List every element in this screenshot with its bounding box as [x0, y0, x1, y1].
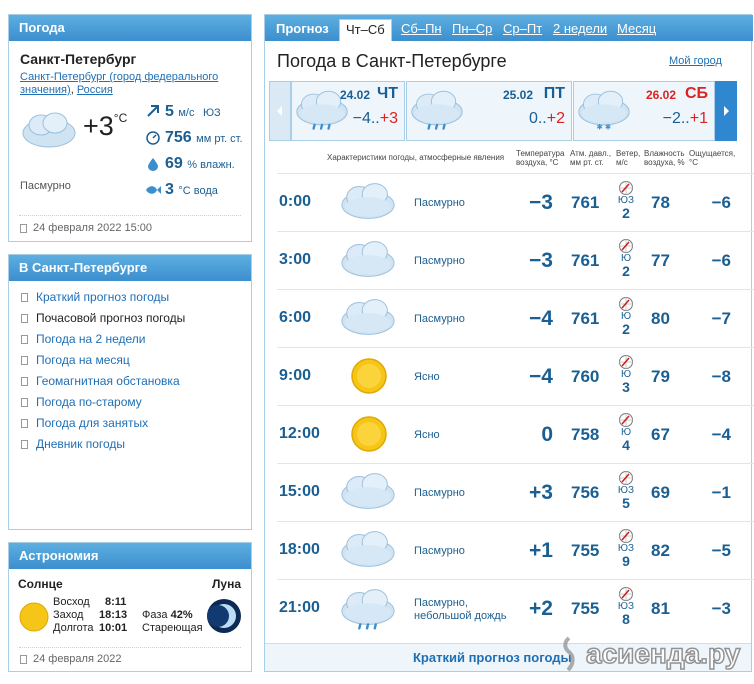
menu-item[interactable]: [21, 374, 185, 395]
humidity-unit: % влажн.: [187, 159, 235, 171]
calendar-icon: [20, 224, 27, 233]
table-row: [277, 289, 754, 347]
row-condition: Пасмурно: [414, 197, 465, 209]
wind-direction-icon: [618, 470, 637, 486]
row-condition: Пасмурно,: [414, 597, 468, 609]
day-temp-high: +1: [689, 110, 708, 127]
wind-direction-icon: [618, 528, 637, 544]
col-header-pressure: Атм. давл.,: [570, 149, 612, 158]
humidity-value: 69: [165, 155, 183, 172]
row-wind-speed: 8: [622, 611, 630, 627]
row-time: 15:00: [279, 483, 320, 500]
row-wind-speed: 4: [622, 437, 630, 453]
menu-item[interactable]: [21, 416, 185, 437]
tab-forecast: Прогноз: [276, 21, 329, 36]
menu-item[interactable]: [21, 332, 185, 353]
day-cloud-icon: [409, 86, 465, 132]
cloud-icon: [339, 294, 397, 342]
temp-unit: °C: [113, 111, 128, 125]
day-cloud-icon: [576, 86, 632, 132]
col-header-wind-unit: м/с: [616, 158, 628, 167]
svg-text:✱ ✱: ✱ ✱: [596, 122, 612, 132]
sun-icon: [349, 356, 389, 396]
row-condition-detail: небольшой дождь: [414, 610, 507, 622]
pressure-value: 756: [165, 129, 192, 146]
wind-direction-icon: [618, 412, 637, 428]
forecast-tabs: [265, 15, 753, 41]
sunset-label: Заход: [53, 609, 84, 621]
tab-two-weeks[interactable]: 2 недели: [553, 21, 608, 36]
watermark: [558, 636, 740, 672]
tab-thu-sat[interactable]: Чт–Сб: [339, 19, 392, 41]
menu-title: В Санкт-Петербурге: [9, 255, 251, 281]
menu-item-label: Погода на месяц: [36, 353, 130, 367]
wind-direction-icon: [618, 180, 637, 196]
current-temp: +3: [83, 111, 114, 141]
col-header-feels: Ощущается,: [689, 149, 736, 158]
row-condition: Пасмурно: [414, 313, 465, 325]
pressure-unit: мм рт. ст.: [196, 133, 243, 145]
tab-sat-mon[interactable]: Сб–Пн: [401, 21, 442, 36]
menu-item-label: Геомагнитная обстановка: [36, 374, 180, 388]
row-temp: +2: [529, 597, 553, 620]
day-date: 26.02: [645, 88, 676, 102]
cloud-icon: [339, 236, 397, 284]
city-menu-panel: [8, 254, 252, 530]
row-temp: +3: [529, 481, 553, 504]
row-pressure: 760: [571, 367, 600, 386]
row-feels-like: −1: [711, 483, 731, 502]
row-temp: −4: [529, 365, 553, 388]
wind-direction-icon: [618, 238, 637, 254]
menu-item-label: Погода для занятых: [36, 416, 149, 430]
row-condition: Ясно: [414, 371, 440, 383]
row-humidity: 78: [651, 193, 670, 212]
row-condition: Пасмурно: [414, 487, 465, 499]
row-time: 6:00: [279, 309, 312, 326]
row-temp: −3: [529, 191, 553, 214]
tab-mon-wed[interactable]: Пн–Ср: [452, 21, 493, 36]
row-humidity: 69: [651, 483, 670, 502]
doc-icon: [21, 356, 28, 365]
cloud-icon: [339, 526, 397, 574]
watermark-text: асиенда.ру: [586, 638, 741, 669]
day-temp-range: −4..: [352, 110, 380, 127]
doc-icon: [21, 335, 28, 344]
row-humidity: 81: [651, 599, 670, 618]
row-feels-like: −7: [711, 309, 731, 328]
doc-icon: [21, 377, 28, 386]
row-time: 3:00: [279, 251, 312, 268]
footer-short-forecast-link[interactable]: Краткий прогноз погоды: [413, 650, 572, 665]
row-temp: +1: [529, 539, 553, 562]
doc-icon: [21, 314, 28, 323]
menu-item[interactable]: [21, 395, 185, 416]
row-pressure: 758: [571, 425, 600, 444]
row-feels-like: −3: [711, 599, 731, 618]
row-feels-like: −5: [711, 541, 731, 560]
row-feels-like: −6: [711, 193, 731, 212]
day-card[interactable]: [291, 81, 405, 141]
menu-item-label: Почасовой прогноз погоды: [36, 311, 186, 325]
astronomy-date: 24 февраля 2022: [33, 653, 122, 665]
my-city-link[interactable]: Мой город: [669, 55, 722, 67]
doc-icon: [21, 398, 28, 407]
day-of-week: ЧТ: [376, 85, 398, 102]
day-card[interactable]: [573, 81, 715, 141]
row-wind-dir: Ю: [620, 253, 632, 264]
observation-time: 24 февраля 2022 15:00: [33, 222, 153, 234]
wind-icon: [146, 104, 160, 118]
daylength-value: 10:01: [99, 622, 128, 634]
doc-icon: [21, 293, 28, 302]
table-row: [277, 173, 754, 231]
current-weather-panel: Погода Санкт-Петербург Санкт-Петербург (город федерального значения), Россия $+3^{^\circ C}$ 5 м/с ЮЗ 756 мм рт. ст. 69 % влажн. 3 °C вода Пасмурно 24 февраля 2022 15:00: [8, 14, 252, 242]
region-link[interactable]: Санкт-Петербург (город федерального: [20, 71, 219, 83]
row-feels-like: −6: [711, 251, 731, 270]
row-time: 18:00: [279, 541, 320, 558]
row-pressure: 761: [571, 309, 600, 328]
col-header-temp-unit: воздуха, °С: [516, 158, 559, 167]
menu-item-label: Погода на 2 недели: [36, 332, 146, 346]
moon-label: Луна: [212, 577, 242, 591]
menu-item-label: Погода по-старому: [36, 395, 142, 409]
table-row: [277, 521, 754, 579]
sun-label: Солнце: [18, 577, 63, 591]
prev-arrow-button[interactable]: [269, 81, 291, 141]
day-temp-high: +2: [546, 110, 565, 127]
panel-title: Погода: [9, 15, 251, 41]
row-time: 9:00: [279, 367, 312, 384]
sunrise-label: Восход: [53, 596, 90, 608]
row-wind-dir: ЮЗ: [617, 195, 635, 206]
cloud-rain-icon: [339, 584, 397, 632]
condition-text: Пасмурно: [20, 180, 71, 192]
row-temp: 0: [541, 423, 553, 446]
forecast-panel: [264, 14, 752, 672]
moon-icon: [206, 598, 242, 634]
day-temp-high: +3: [379, 110, 398, 127]
row-wind-dir: ЮЗ: [617, 485, 635, 496]
row-wind-speed: 5: [622, 495, 630, 511]
water-temp: 3: [165, 181, 174, 198]
row-time: 0:00: [279, 193, 312, 210]
row-wind-dir: ЮЗ: [617, 601, 635, 612]
col-header-pressure-unit: мм рт. ст.: [570, 158, 604, 167]
wind-direction-icon: [618, 296, 637, 312]
table-row: [277, 231, 754, 289]
doc-icon: [21, 440, 28, 449]
sun-icon: [349, 414, 389, 454]
day-date: 24.02: [339, 88, 370, 102]
row-wind-dir: ЮЗ: [617, 543, 635, 554]
city-name: Санкт-Петербург: [20, 51, 137, 67]
calendar-icon: [20, 655, 27, 664]
row-condition: Пасмурно: [414, 545, 465, 557]
row-pressure: 755: [571, 599, 600, 618]
doc-icon: [21, 419, 28, 428]
sunset-time: 18:13: [99, 609, 128, 621]
col-header-humidity: Влажность: [644, 149, 685, 158]
day-of-week: ПТ: [543, 85, 565, 102]
pressure-icon: [146, 131, 160, 145]
next-arrow-button[interactable]: [715, 81, 737, 141]
row-wind-speed: 3: [622, 379, 630, 395]
table-row: [277, 463, 754, 521]
humidity-icon: [147, 157, 159, 171]
col-header-conditions: Характеристики погоды, атмосферные явления: [327, 153, 505, 162]
wind-speed: 5: [165, 103, 174, 120]
row-humidity: 77: [651, 251, 670, 270]
fish-icon: [145, 185, 161, 195]
row-temp: −3: [529, 249, 553, 272]
row-pressure: 761: [571, 251, 600, 270]
wind-direction-icon: [618, 586, 637, 602]
menu-item[interactable]: [21, 437, 185, 458]
col-header-wind: Ветер,: [616, 149, 641, 158]
wind-direction-icon: [618, 354, 637, 370]
phase-value: 42%: [170, 609, 193, 621]
day-temp-range: −2..: [662, 110, 690, 127]
table-row: [277, 405, 754, 463]
menu-item[interactable]: [21, 353, 185, 374]
cloud-icon: [339, 468, 397, 516]
region-link-2[interactable]: значения): [20, 84, 71, 96]
sun-icon: [18, 601, 50, 633]
row-feels-like: −4: [711, 425, 731, 444]
phase-name: Стареющая: [142, 622, 203, 634]
water-unit: °C вода: [178, 185, 218, 197]
row-time: 21:00: [279, 599, 320, 616]
day-temp-range: 0..: [528, 110, 547, 127]
menu-item-label: Краткий прогноз погоды: [36, 290, 170, 304]
row-pressure: 761: [571, 193, 600, 212]
row-feels-like: −8: [711, 367, 731, 386]
row-condition: Пасмурно: [414, 255, 465, 267]
row-wind-speed: 2: [622, 321, 630, 337]
day-card[interactable]: [406, 81, 572, 141]
row-temp: −4: [529, 307, 553, 330]
day-date: 25.02: [502, 88, 533, 102]
row-wind-dir: Ю: [620, 311, 632, 322]
row-pressure: 755: [571, 541, 600, 560]
table-row: [277, 579, 754, 637]
page-title: Погода в Санкт-Петербурге: [277, 51, 507, 71]
astronomy-panel: [8, 542, 252, 672]
col-header-temp: Температура: [516, 149, 565, 158]
menu-list: [21, 290, 185, 458]
menu-item[interactable]: [21, 290, 185, 311]
cloud-icon: [339, 178, 397, 226]
country-link[interactable]: Россия: [76, 84, 113, 96]
day-of-week: СБ: [684, 85, 708, 102]
row-humidity: 80: [651, 309, 670, 328]
row-pressure: 756: [571, 483, 600, 502]
wind-unit: м/с: [178, 107, 195, 119]
table-row: [277, 347, 754, 405]
cloud-icon: [21, 109, 77, 149]
row-condition: Ясно: [414, 429, 440, 441]
row-wind-dir: Ю: [620, 369, 632, 380]
row-humidity: 79: [651, 367, 670, 386]
row-wind-speed: 2: [622, 263, 630, 279]
menu-item[interactable]: [21, 311, 185, 332]
tab-wed-fri[interactable]: Ср–Пт: [503, 21, 543, 36]
daylength-label: Долгота: [53, 622, 94, 634]
row-wind-speed: 2: [622, 205, 630, 221]
row-wind-speed: 9: [622, 553, 630, 569]
col-header-humidity-unit: воздуха, %: [644, 158, 685, 167]
menu-item-label: Дневник погоды: [36, 437, 126, 451]
row-time: 12:00: [279, 425, 320, 442]
phase-label: Фаза: [142, 609, 168, 621]
tab-month[interactable]: Месяц: [617, 21, 657, 36]
watermark-logo-icon: [558, 636, 580, 672]
sunrise-time: 8:11: [105, 596, 127, 608]
wind-direction: ЮЗ: [202, 107, 221, 119]
row-wind-dir: Ю: [620, 427, 632, 438]
row-humidity: 82: [651, 541, 670, 560]
row-humidity: 67: [651, 425, 670, 444]
astronomy-title: Астрономия: [9, 543, 251, 569]
col-header-feels-unit: °С: [689, 158, 698, 167]
